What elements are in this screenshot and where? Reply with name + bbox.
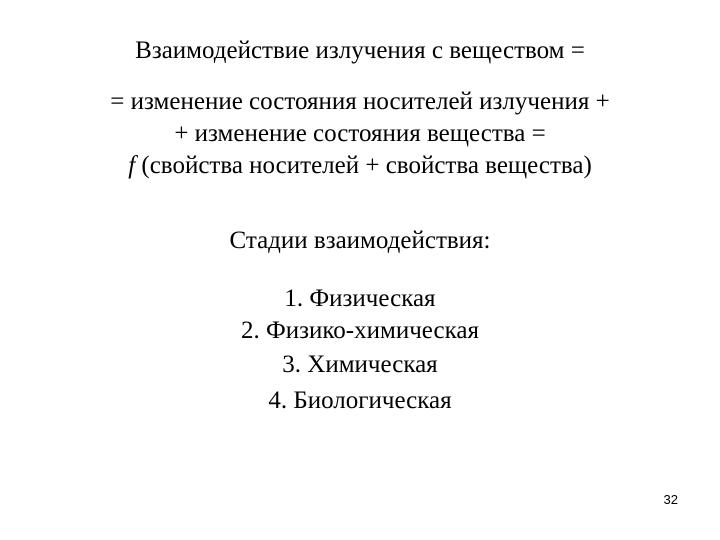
stage-item-physical: 1. Физическая [284, 285, 436, 312]
equation-line-1: = изменение состояния носителей излучения + [110, 88, 610, 115]
equation-line-3 [0, 151, 720, 181]
slide-title: Взаимодействие излучения с веществом = [135, 37, 585, 64]
stages-heading: Стадии взаимодействия: [229, 227, 491, 254]
page-number: 32 [663, 492, 678, 507]
equation-line-2: + изменение состояния вещества = [174, 120, 546, 147]
stage-item-biological: 4. Биологическая [268, 387, 452, 414]
stage-item-physicochemical: 2. Физико-химическая [241, 317, 479, 344]
function-symbol: f [128, 152, 136, 179]
function-arguments: (свойства носителей + свойства вещества) [135, 152, 592, 179]
stage-item-chemical: 3. Химическая [282, 351, 438, 378]
